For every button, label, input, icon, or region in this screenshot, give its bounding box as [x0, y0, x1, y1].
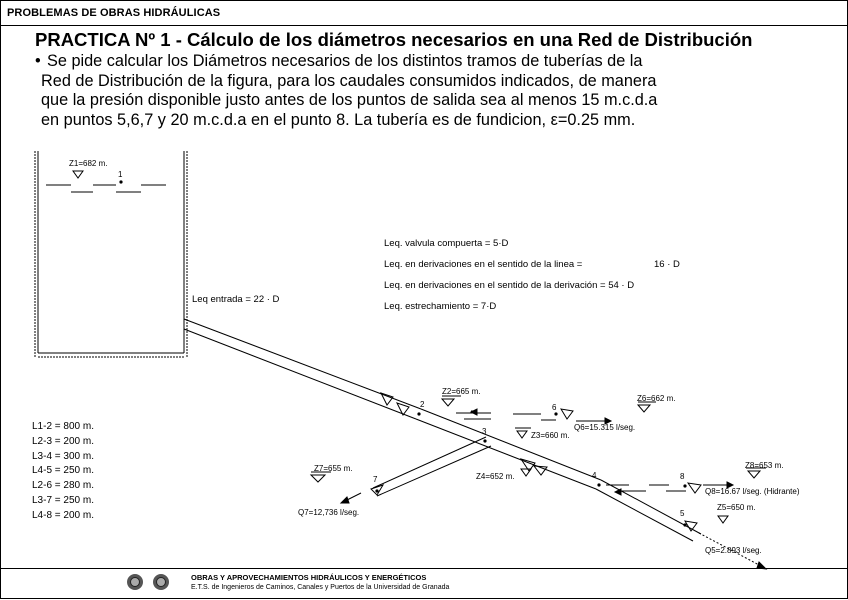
pipe-3-7-bottom [377, 446, 491, 496]
statement-line-1: Se pide calcular los Diámetros necesarios de los distintos tramos de tuberías de la [47, 52, 643, 70]
leq-branch-direction: Leq. en derivaciones en el sentido de la derivación = 54 · D [384, 280, 635, 291]
z8-label: Z8=653 m. [745, 461, 784, 470]
roughness-value: ε=0.25 mm. [550, 110, 636, 129]
node-3-label: 3 [482, 427, 487, 436]
practice-title: PRACTICA Nº 1 - Cálculo de los diámetros necesarios en una Red de Distribución [35, 29, 753, 50]
q5-label: Q5=2.893 l/seg. [705, 546, 762, 555]
q6-label: Q6=15.315 l/seg. [574, 423, 636, 432]
z3-label: Z3=660 m. [531, 431, 570, 440]
footer-department: OBRAS Y APROVECHAMIENTOS HIDRÁULICOS Y ENERGÉTICOS [191, 573, 427, 582]
statement-line-4-text: en puntos 5,6,7 y 20 m.c.d.a en el punto 8. La tubería es de fundicion, [41, 110, 547, 129]
node-5-label: 5 [680, 509, 685, 518]
q7-label: Q7=12,736 l/seg. [298, 508, 360, 517]
pipe-2-4-top [421, 409, 601, 480]
node-2-label: 2 [420, 400, 425, 409]
node-7-label: 7 [373, 475, 378, 484]
pipe-lengths-list [32, 420, 94, 524]
node-6-label: 6 [552, 403, 557, 412]
q8-label: Q8=16.67 l/seg. (Hidrante) [705, 487, 800, 496]
z7-label: Z7=655 m. [314, 464, 353, 473]
bullet: • [35, 52, 41, 70]
node-1-label: 1 [118, 170, 123, 179]
level-triangle-z1 [73, 171, 83, 178]
statement-line-2: Red de Distribución de la figura, para los caudales consumidos indicados, de manera [41, 71, 657, 90]
pipe-1-2-top [184, 319, 421, 409]
length-l4-5: L4-5 = 250 m. [32, 465, 94, 477]
node-4-label: 4 [592, 471, 597, 480]
leq-narrowing: Leq. estrechamiento = 7·D [384, 301, 497, 312]
course-header: PROBLEMAS DE OBRAS HIDRÁULICAS [7, 7, 221, 19]
pipe-4-5-bottom [596, 489, 693, 541]
pipe-1-2-bottom [184, 329, 416, 419]
length-l3-7: L3-7 = 250 m. [32, 494, 94, 506]
footer-divider [1, 568, 847, 569]
leq-line-direction: Leq. en derivaciones en el sentido de la linea = [384, 259, 583, 270]
z5-label: Z5=650 m. [717, 503, 756, 512]
pipe-3-7-top [373, 437, 486, 488]
school-seal-icon [153, 574, 169, 590]
length-l2-3: L2-3 = 200 m. [32, 435, 94, 447]
z2-label: Z2=665 m. [442, 387, 481, 396]
length-l2-6: L2-6 = 280 m. [32, 480, 94, 492]
z6-label: Z6=662 m. [637, 394, 676, 403]
node-8-label: 8 [680, 472, 685, 481]
z1-label: Z1=682 m. [69, 159, 108, 168]
length-l1-2: L1-2 = 800 m. [32, 421, 94, 432]
length-l3-4: L3-4 = 300 m. [32, 450, 94, 462]
footer-school: E.T.S. de Ingenieros de Caminos, Canales y Puertos de la Universidad de Granada [191, 584, 450, 591]
university-seal-icon [127, 574, 143, 590]
length-l4-8: L4-8 = 200 m. [32, 509, 94, 521]
leq-line-direction-value: 16 · D [654, 259, 680, 270]
leq-valve: Leq. valvula compuerta = 5·D [384, 238, 509, 249]
z4-label: Z4=652 m. [476, 472, 515, 481]
statement-line-3: que la presión disponible justo antes de los puntos de salida sea al menos 15 m.c.d.a [41, 91, 658, 110]
leq-entrance: Leq entrada = 22 · D [192, 294, 280, 305]
